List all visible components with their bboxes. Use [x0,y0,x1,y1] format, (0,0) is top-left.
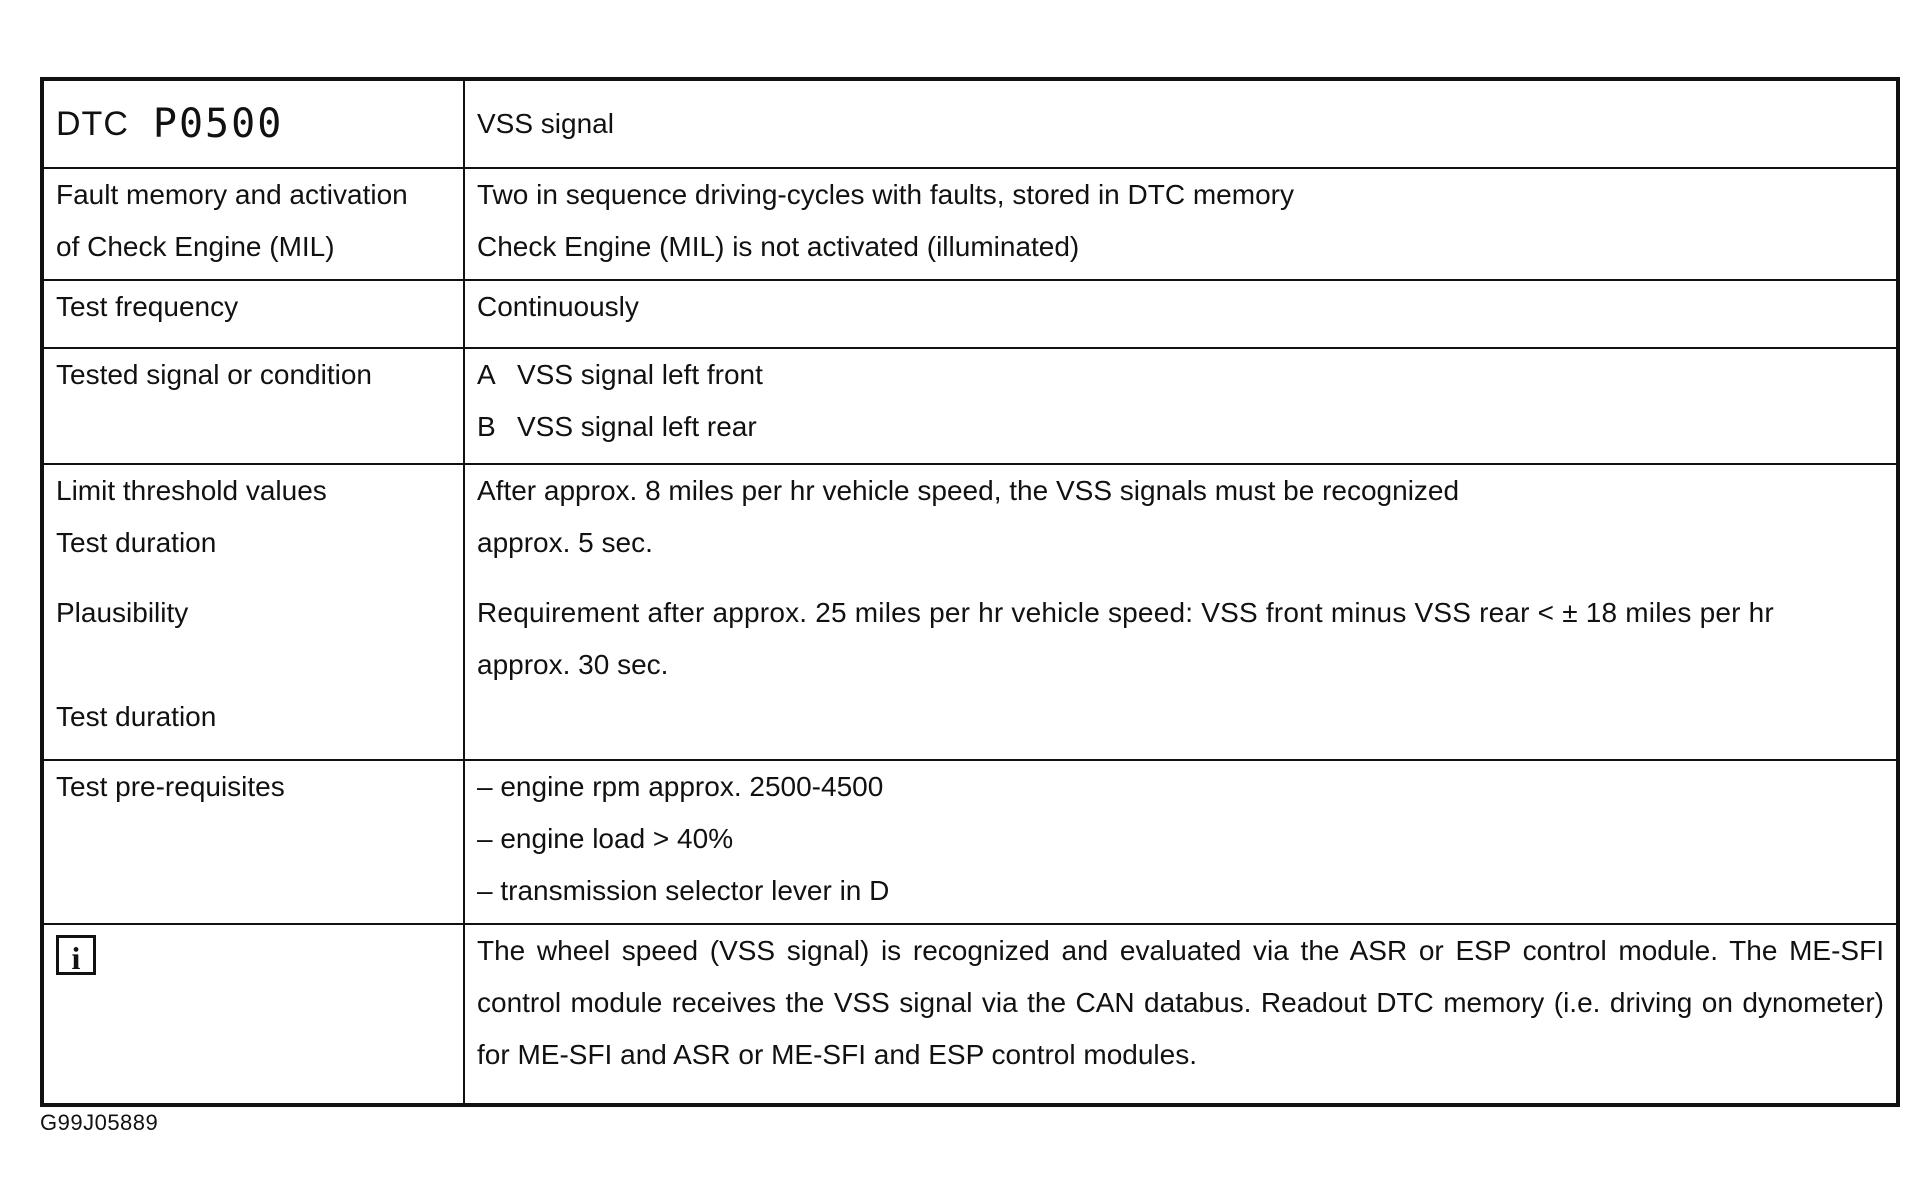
info-row [42,924,1898,1105]
tested-signal-text: VSS signal left rear [517,411,757,442]
limits-value-cell [464,464,1898,760]
plausibility-label: Plausibility [56,597,189,628]
fault-memory-label-line1: Fault memory and activation [56,179,408,210]
test-frequency-row [42,280,1898,348]
dtc-header-cell [42,79,464,168]
spacer-line [56,639,451,691]
dtc-title [56,98,451,150]
tested-signal-row [42,348,1898,464]
dtc-description: VSS signal [464,79,1898,168]
dtc-document [40,77,1896,1107]
prerequisite-item: – engine rpm approx. 2500-4500 [477,771,884,802]
prerequisite-item: – transmission selector lever in D [477,875,890,906]
limit-threshold-label: Limit threshold values [56,475,327,506]
tested-signal-key: A [477,359,496,390]
fault-memory-value-line1: Two in sequence driving-cycles with faults, stored in DTC memory [477,179,1294,210]
limits-row [42,464,1898,760]
fault-memory-value-cell [464,168,1898,280]
limits-label-cell [42,464,464,760]
tested-signal-item [477,401,1884,453]
tested-signal-text: VSS signal left front [517,359,763,390]
fault-memory-label-cell [42,168,464,280]
spacer [477,569,1884,587]
info-icon-cell [42,924,464,1105]
info-text: The wheel speed (VSS signal) is recognized and evaluated via the ASR or ESP control module. The ME-SFI control module receives the VSS signal via the CAN databus. Readout DTC memory (i.e. driving on dynometer) for ME-SFI and ASR or ME-SFI and ESP control modules. [464,924,1898,1105]
fault-memory-row [42,168,1898,280]
test-frequency-label: Test frequency [42,280,464,348]
prerequisites-row [42,760,1898,924]
plausibility-value: Requirement after approx. 25 miles per hr vehicle speed: VSS front minus VSS rear < ± 18 miles per hr [477,597,1774,628]
tested-signal-item [477,349,1884,401]
prerequisite-item: – engine load > 40% [477,823,734,854]
tested-signal-label: Tested signal or condition [42,348,464,464]
test-duration-value: approx. 5 sec. [477,527,653,558]
limit-threshold-value: After approx. 8 miles per hr vehicle speed, the VSS signals must be recognized [477,475,1460,506]
spacer [56,569,451,587]
figure-id: G99J05889 [40,1110,159,1135]
tested-signal-key: B [477,411,496,442]
test-duration-label: Test duration [56,527,217,558]
dtc-code: P0500 [152,101,284,147]
test-duration-value: approx. 30 sec. [477,649,669,680]
test-duration-label: Test duration [56,701,217,732]
info-icon: i [56,935,96,975]
dtc-header-row [42,79,1898,168]
tested-signal-value-cell [464,348,1898,464]
fault-memory-value-line2: Check Engine (MIL) is not activated (illuminated) [477,231,1080,262]
dtc-table [40,77,1900,1107]
prerequisites-label: Test pre-requisites [42,760,464,924]
prerequisites-value-cell [464,760,1898,924]
test-frequency-value: Continuously [464,280,1898,348]
dtc-label: DTC [56,105,129,143]
fault-memory-label-line2: of Check Engine (MIL) [56,231,335,262]
